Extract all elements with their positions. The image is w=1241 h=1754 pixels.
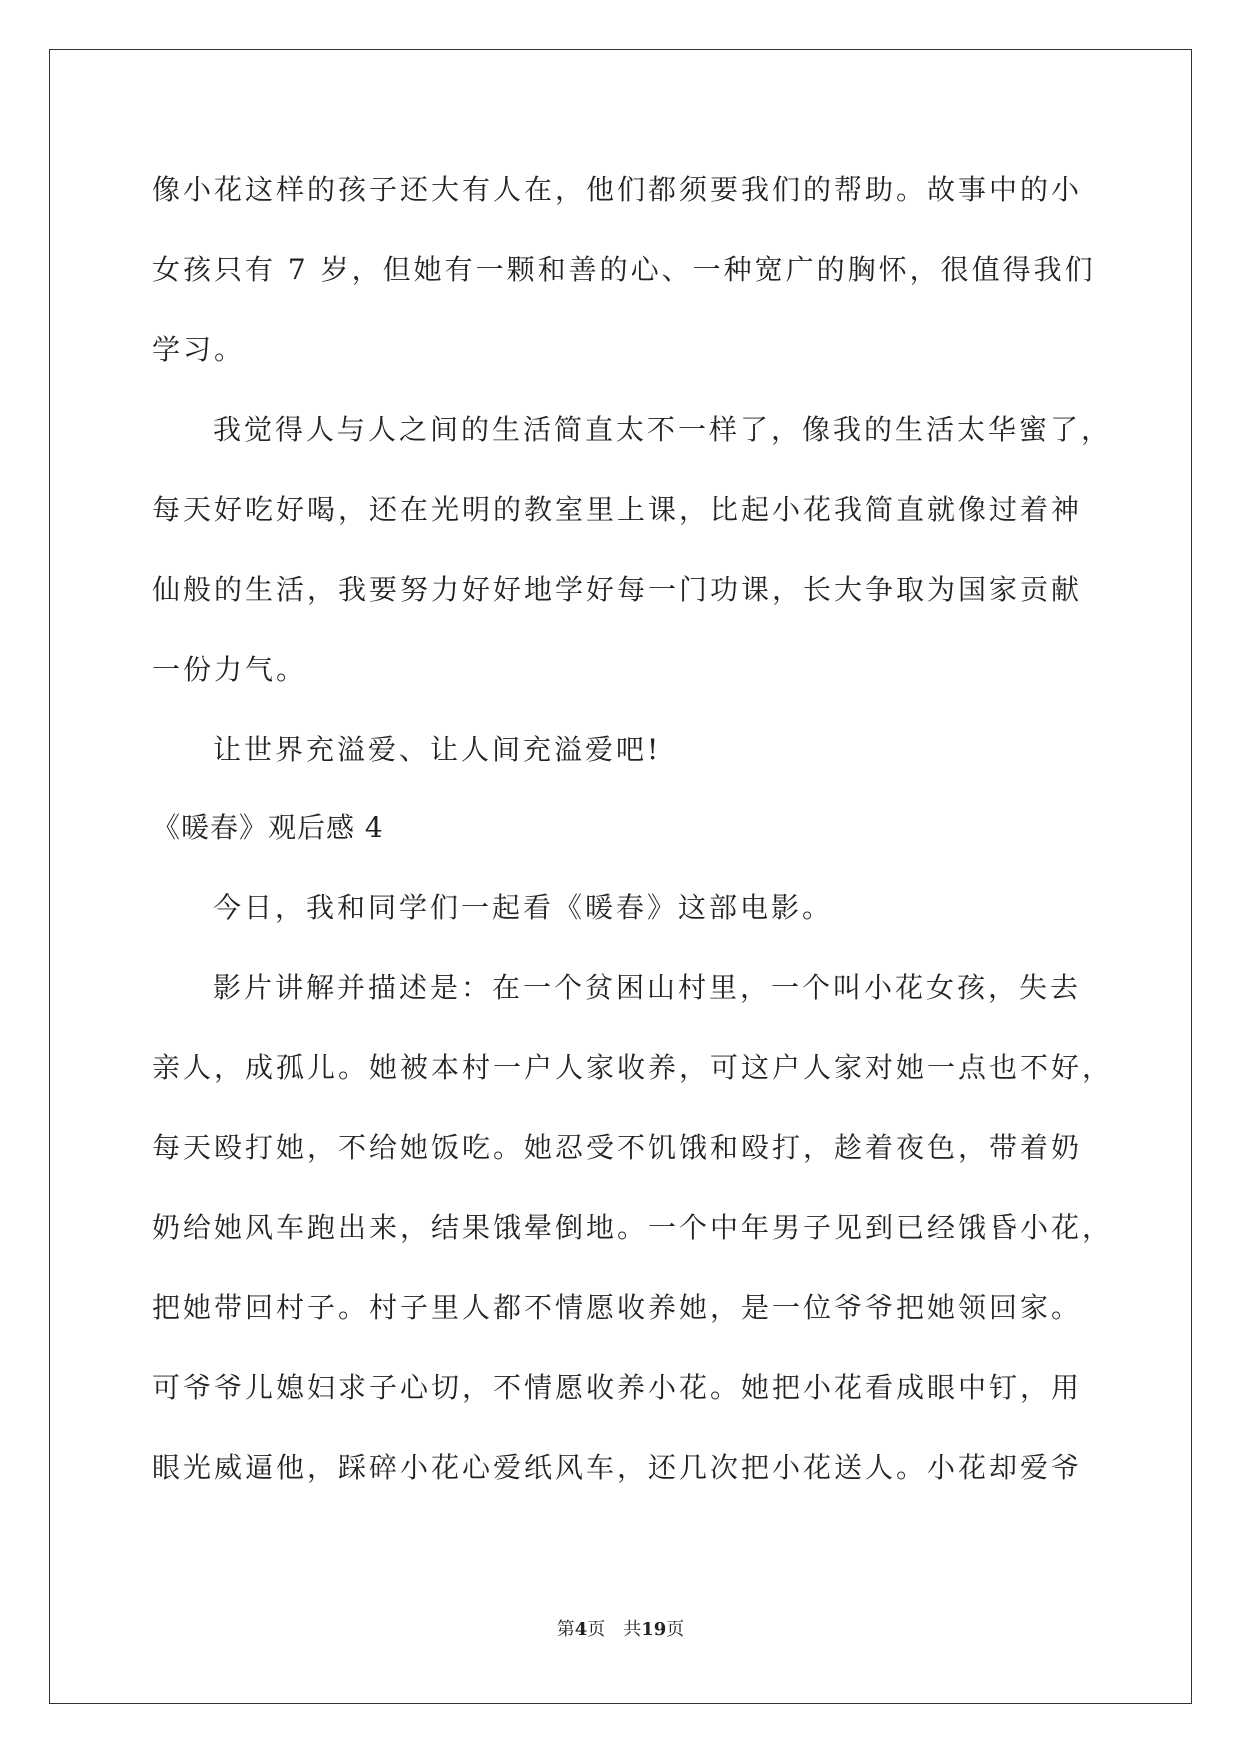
page-prefix: 第: [556, 1619, 575, 1640]
paragraph-line: 把她带回村子。村子里人都不情愿收养她，是一位爷爷把她领回家。: [152, 1291, 1083, 1324]
paragraph-line: 奶给她风车跑出来，结果饿晕倒地。一个中年男子见到已经饿昏小花，: [152, 1211, 1114, 1244]
paragraph-line: 仙般的生活，我要努力好好地学好每一门功课，长大争取为国家贡献: [152, 573, 1083, 606]
paragraph-line: 每天好吃好喝，还在光明的教室里上课，比起小花我简直就像过着神: [152, 493, 1083, 526]
total-prefix: 共: [623, 1619, 642, 1640]
paragraph-line: 我觉得人与人之间的生活简直太不一样了，像我的生活太华蜜了，: [213, 413, 1113, 446]
paragraph-line: 像小花这样的孩子还大有人在，他们都须要我们的帮助。故事中的小: [152, 173, 1083, 206]
paragraph-line: 亲人，成孤儿。她被本村一户人家收养，可这户人家对她一点也不好，: [152, 1051, 1114, 1084]
paragraph-line: 让世界充溢爱、让人间充溢爱吧!: [213, 733, 662, 766]
paragraph-line: 可爷爷儿媳妇求子心切，不情愿收养小花。她把小花看成眼中钉，用: [152, 1371, 1083, 1404]
paragraph-line: 影片讲解并描述是：在一个贫困山村里，一个叫小花女孩，失去: [213, 971, 1082, 1004]
page-footer: [0, 1618, 1241, 1642]
paragraph-line: 每天殴打她，不给她饭吃。她忍受不饥饿和殴打，趁着夜色，带着奶: [152, 1131, 1083, 1164]
paragraph-line: 眼光威逼他，踩碎小花心爱纸风车，还几次把小花送人。小花却爱爷: [152, 1451, 1083, 1484]
page-number: 4: [574, 1619, 588, 1640]
paragraph-line: 女孩只有 7 岁，但她有一颗和善的心、一种宽广的胸怀，很值得我们: [152, 253, 1096, 286]
total-suffix: 页: [666, 1619, 685, 1640]
paragraph-line: 学习。: [152, 333, 246, 366]
paragraph-line: 一份力气。: [152, 653, 308, 686]
paragraph-line: 今日，我和同学们一起看《暖春》这部电影。: [213, 891, 834, 924]
page-suffix: 页: [587, 1619, 606, 1640]
section-heading: 《暖春》观后感 4: [152, 811, 384, 844]
total-pages: 19: [641, 1619, 667, 1640]
